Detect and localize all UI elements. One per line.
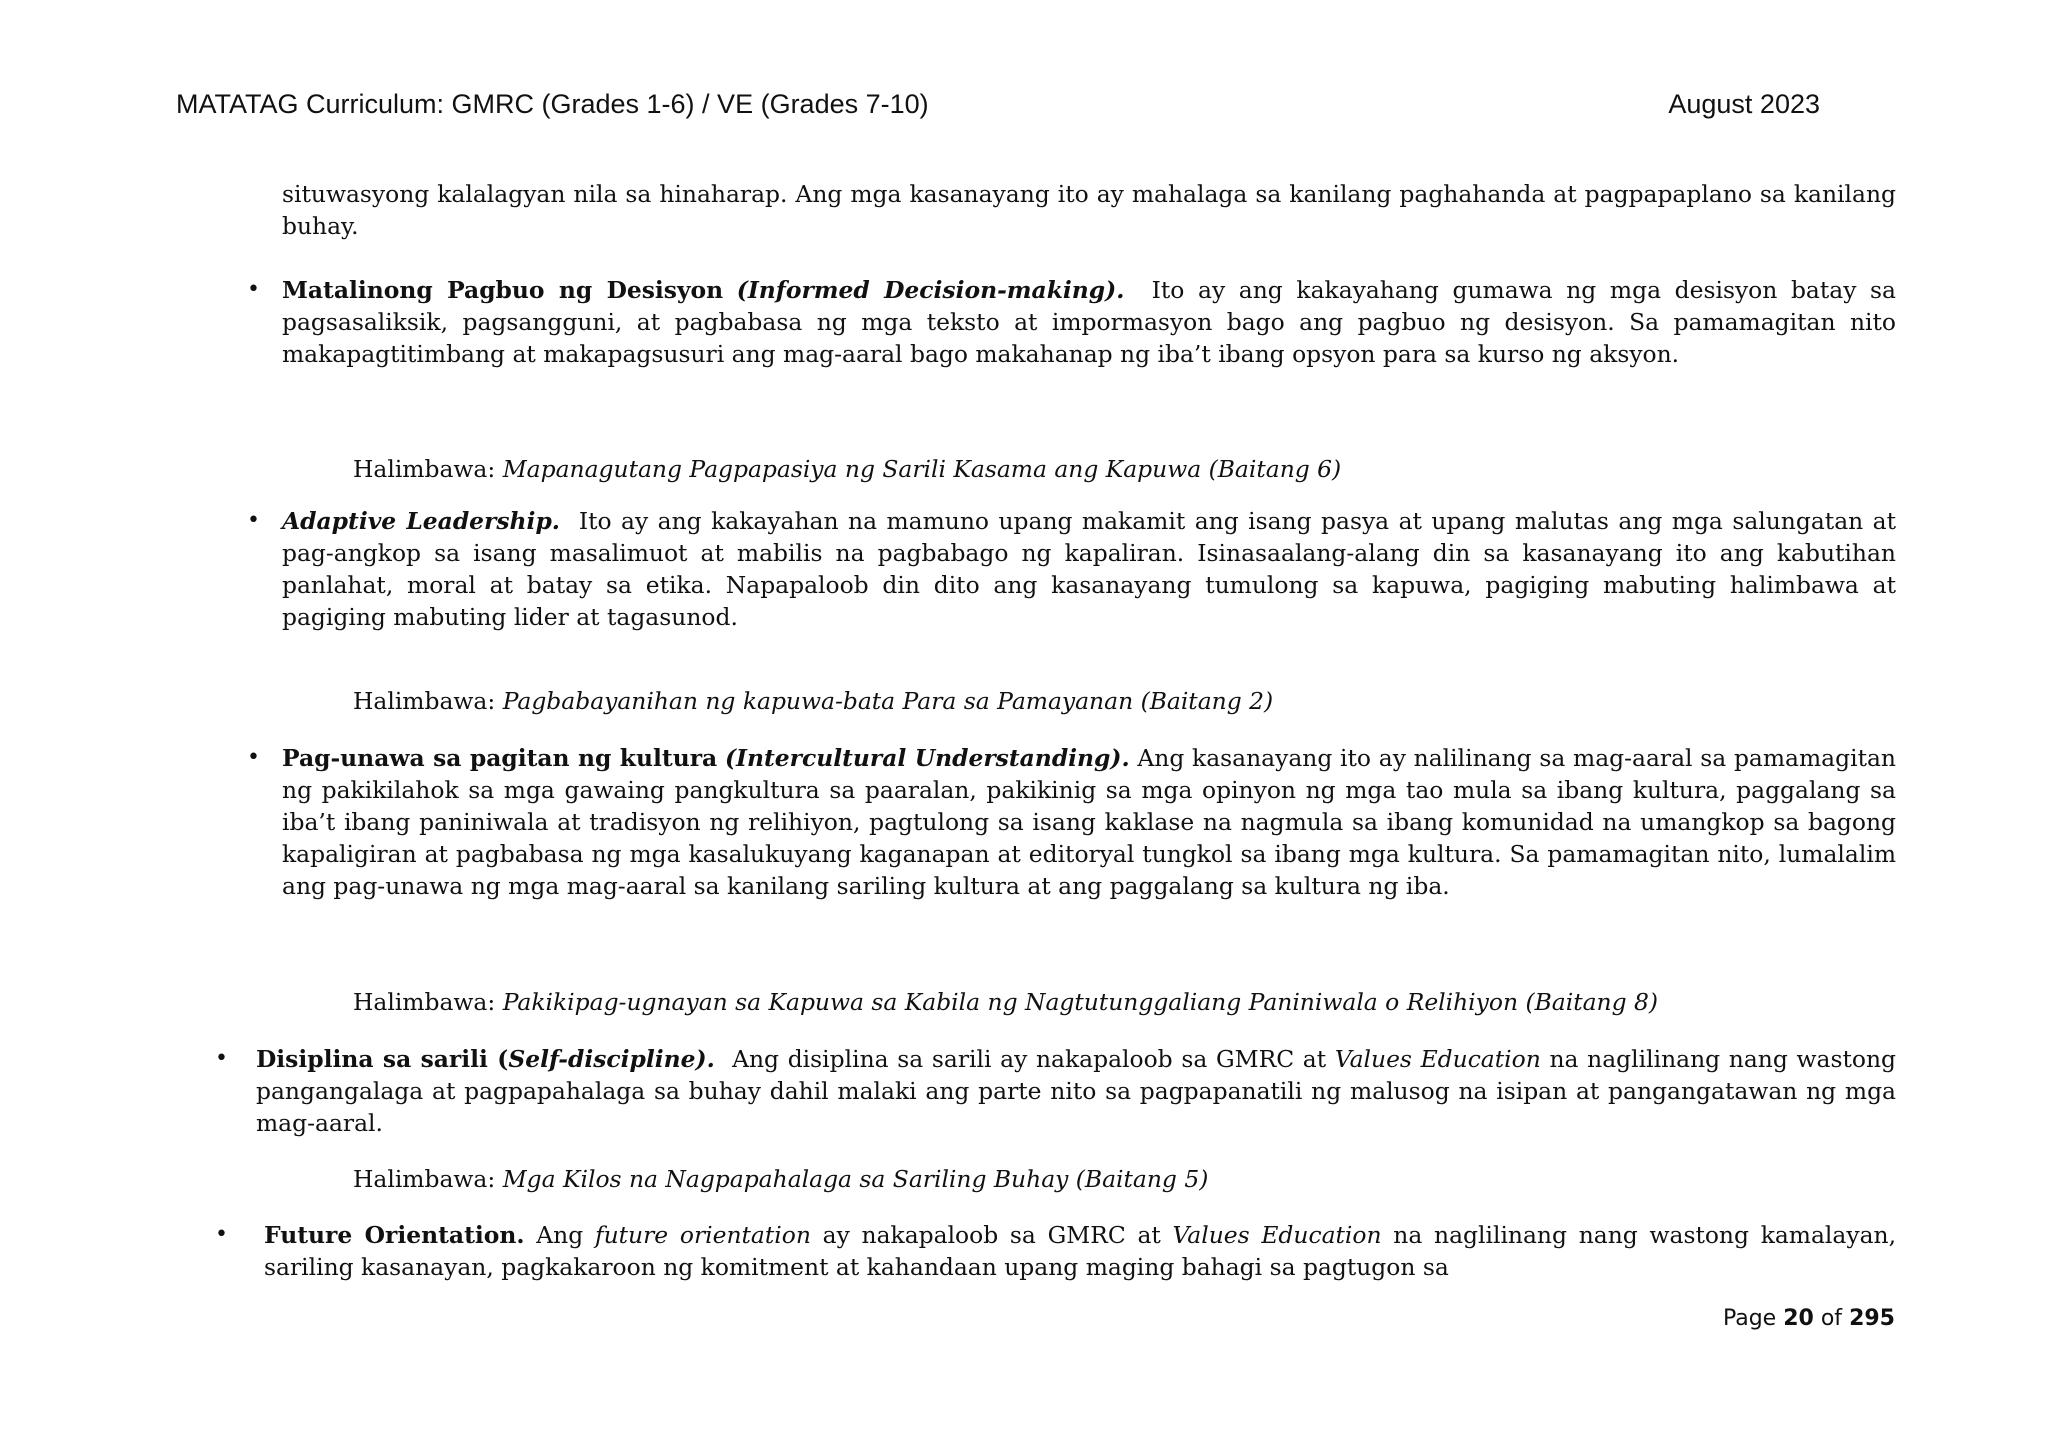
example-line: [353, 986, 1658, 1018]
section-title: Adaptive Leadership.: [282, 507, 560, 535]
section-body-emphasis: Values Education: [1334, 1045, 1541, 1073]
example-line: [353, 453, 1341, 485]
section-title-en: Self-discipline).: [508, 1045, 715, 1073]
section-future-orientation: [264, 1219, 1896, 1283]
bullet-icon: •: [247, 745, 260, 770]
total-pages: 295: [1849, 1306, 1895, 1331]
section-body-emphasis: Values Education: [1172, 1221, 1382, 1249]
current-page: 20: [1783, 1306, 1814, 1331]
section-body: Ito ay ang kakayahan na mamuno upang makamit ang isang pasya at upang malutas ang mga salungatan at pag-angkop sa isang masalimuot at mabilis na pagbabago ng kapaliran. Isinasaalang-alang din sa kasanayang ito ang kabutihan panlahat, moral at batay sa etika. Napapaloob din dito ang kasanayang tumulong sa kapuwa, pagiging mabuting halimbawa at pagiging mabuting lider at tagasunod.: [282, 507, 1896, 631]
section-title: Pag-unawa sa pagitan ng kultura: [282, 744, 718, 772]
section-adaptive-leadership: [282, 505, 1896, 633]
example-label: Halimbawa:: [353, 687, 496, 715]
section-body-part: na naglilinang nang wastong pangangalaga at pagpapahalaga sa buhay dahil malaki ang parte nito sa pagpapanatili ng malusog na isipan at pangangatawan ng mga mag-aaral.: [256, 1045, 1897, 1137]
example-line: [353, 1163, 1208, 1195]
bullet-icon: •: [247, 277, 260, 302]
section-body-part: na naglilinang nang wastong kamalayan, sariling kasanayan, pagkakaroon ng komitment at kahandaan upang maging bahagi sa pagtugon sa: [264, 1221, 1897, 1281]
section-title: Future Orientation.: [264, 1221, 525, 1249]
section-body: Ang kasanayang ito ay nalilinang sa mag-aaral sa pamamagitan ng pakikilahok sa mga gawaing pangkultura sa paaralan, pakikinig sa mga opinyon ng mga tao mula sa ibang kultura, paggalang sa iba’t ibang paniniwala at tradisyon ng relihiyon, pagtulong sa isang kaklase na nagmula sa ibang komunidad na umangkop sa bagong kapaligiran at pagbabasa ng mga kasalukuyang kaganapan at editoryal tungkol sa ibang mga kultura. Sa pamamagitan nito, lumalalim ang pag-unawa ng mga mag-aaral sa kanilang sariling kultura at ang paggalang sa kultura ng iba.: [282, 744, 1896, 900]
bullet-icon: •: [215, 1046, 228, 1071]
section-title-en: (Informed Decision-making).: [736, 276, 1125, 304]
section-body-part: Ang disiplina sa sarili ay nakapaloob sa GMRC at: [732, 1045, 1327, 1073]
section-title: Matalinong Pagbuo ng Desisyon: [282, 276, 724, 304]
intro-paragraph: situwasyong kalalagyan nila sa hinaharap. Ang mga kasanayang ito ay mahalaga sa kanilang paghahanda at pagpapaplano sa kanilang buhay.: [282, 180, 1896, 240]
example-title: Mapanagutang Pagpapasiya ng Sarili Kasama ang Kapuwa (Baitang 6): [502, 455, 1342, 483]
page-word: Page: [1722, 1306, 1777, 1331]
example-line: [353, 685, 1273, 717]
section-body-emphasis: future orientation: [594, 1221, 811, 1249]
section-title: Disiplina sa sarili (: [256, 1045, 509, 1073]
section-self-discipline: [256, 1043, 1896, 1139]
section-title-en: (Intercultural Understanding).: [724, 744, 1130, 772]
example-label: Halimbawa:: [353, 988, 496, 1016]
section-body: Ito ay ang kakayahang gumawa ng mga desisyon batay sa pagsasaliksik, pagsangguni, at pagbabasa ng mga teksto at impormasyon bago ang pagbuo ng desisyon. Sa pamamagitan nito makapagtitimbang at makapagsusuri ang mag-aaral bago makahanap ng iba’t ibang opsyon para sa kurso ng aksyon.: [282, 276, 1897, 368]
example-title: Pagbabayanihan ng kapuwa-bata Para sa Pamayanan (Baitang 2): [502, 687, 1274, 715]
example-label: Halimbawa:: [353, 1165, 496, 1193]
section-body-part: ay nakapaloob sa GMRC at: [822, 1221, 1161, 1249]
header-date: August 2023: [1668, 89, 1820, 119]
page-number: [1723, 1303, 1895, 1335]
example-label: Halimbawa:: [353, 455, 496, 483]
example-title: Mga Kilos na Nagpapahalaga sa Sariling Buhay (Baitang 5): [502, 1165, 1209, 1193]
section-intercultural-understanding: [282, 742, 1896, 902]
section-body-part: Ang: [536, 1221, 584, 1249]
bullet-icon: •: [215, 1222, 228, 1247]
header-title: MATATAG Curriculum: GMRC (Grades 1-6) / VE (Grades 7-10): [176, 89, 929, 119]
bullet-icon: •: [247, 508, 260, 533]
of-word: of: [1820, 1306, 1843, 1331]
section-informed-decision-making: [282, 274, 1896, 370]
example-title: Pakikipag-ugnayan sa Kapuwa sa Kabila ng Nagtutunggaliang Paniniwala o Relihiyon (Baitang 8): [502, 988, 1659, 1016]
